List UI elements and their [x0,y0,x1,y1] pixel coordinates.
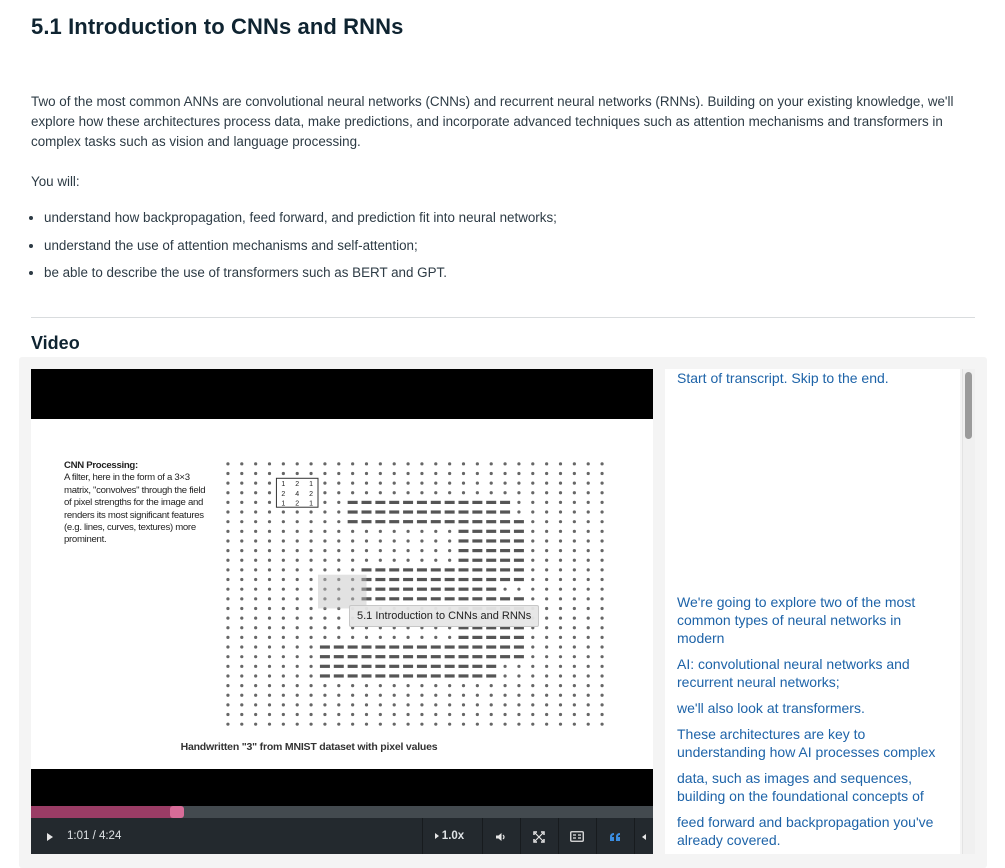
transcript-line[interactable]: we'll also look at transformers. [677,700,865,716]
volume-icon [495,831,507,843]
slide-heading: CNN Processing: [64,460,138,471]
volume-button[interactable] [483,818,519,854]
section-divider [31,317,975,318]
fullscreen-button[interactable] [521,818,557,854]
transcript-line[interactable]: data, such as images and sequences, building on the foundational concepts of [677,770,924,804]
svg-text:1: 1 [309,481,314,489]
progress-bar[interactable] [31,806,653,818]
video-title-tooltip: 5.1 Introduction to CNNs and RNNs [349,605,539,627]
svg-text:2: 2 [309,490,314,498]
transcript-scrollbar[interactable] [962,369,975,854]
slide-text [64,460,214,547]
slide-caption: Handwritten "3" from MNIST dataset with pixel values [180,741,438,753]
svg-text:1: 1 [309,500,314,508]
slide-body: A filter, here in the form of a 3×3 matrix, "convolves" through the field of pixel strengths for the image and renders its most significant features (e.g. lines, curves, textures) more prominent. [64,472,206,546]
video-heading: Video [31,333,80,353]
play-icon [45,831,55,843]
control-bar [31,818,653,854]
transcript-line[interactable]: These architectures are key to understanding how AI processes complex [677,726,936,760]
progress-handle[interactable] [170,806,184,818]
transcript-button[interactable] [597,818,633,854]
transcript-quote-icon [609,832,621,842]
video-frame[interactable] [31,419,653,769]
list-item: • understand the use of attention mechanisms and self-attention; [44,236,557,264]
captions-button[interactable] [559,818,595,854]
progress-fill [31,806,177,818]
page-title: 5.1 Introduction to CNNs and RNNs [31,14,404,39]
transcript-panel[interactable] [665,369,960,854]
transcript-line[interactable]: feed forward and backpropagation you've already covered. [677,814,934,848]
more-controls-button[interactable] [635,818,653,854]
speed-label: 1.0x [441,830,465,842]
transcript-line[interactable]: We're going to explore two of the most common types of neural networks in modern [677,594,916,646]
chevron-left-icon [641,833,647,841]
scrollbar-thumb[interactable] [965,372,972,439]
speed-button[interactable] [423,818,475,854]
list-item: • be able to describe the use of transformers such as BERT and GPT. [44,263,557,291]
transcript-line[interactable]: AI: convolutional neural networks and recurrent neural networks; [677,656,910,690]
list-item: • understand how backpropagation, feed forward, and prediction fit into neural networks; [44,208,557,236]
svg-text:1: 1 [281,481,286,489]
fullscreen-icon [533,831,545,843]
play-button[interactable] [39,818,61,854]
learning-outcomes-list [31,208,557,291]
svg-text:2: 2 [295,500,300,508]
video-player[interactable] [31,369,653,854]
svg-text:1: 1 [281,500,286,508]
speed-triangle-icon [434,832,440,840]
svg-text:4: 4 [295,490,300,498]
transcript-skip-link[interactable]: Start of transcript. Skip to the end. [677,370,889,386]
time-display: 1:01 / 4:24 [67,830,122,842]
mnist-pixel-grid [221,459,609,729]
svg-text:2: 2 [281,490,286,498]
you-will-label: You will: [31,174,80,189]
captions-icon [570,831,584,842]
intro-paragraph: Two of the most common ANNs are convolutional neural networks (CNNs) and recurrent neural networks (RNNs). Building on your existing knowledge, we'll explore how these architectures process data, make predictions, and incorporate advanced techniques such as attention mechanisms and transformers in complex tasks such as vision and language processing. [31,94,954,149]
svg-text:2: 2 [295,481,300,489]
